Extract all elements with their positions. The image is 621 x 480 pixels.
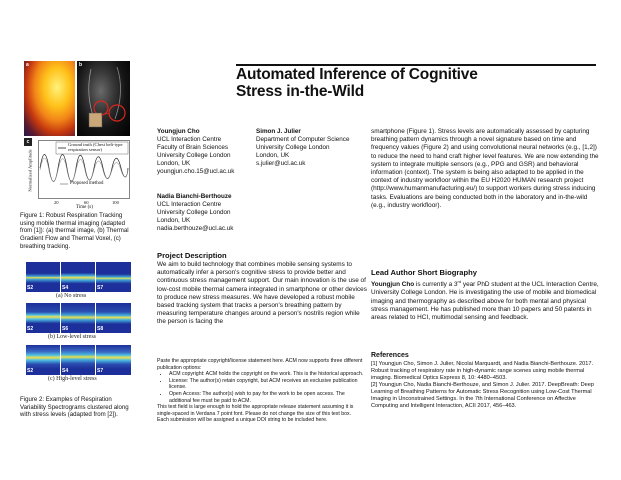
author-affiliation-line: Department of Computer Science [256, 136, 350, 144]
x-tick-100: 100 [112, 200, 119, 205]
panel-c-label: c [24, 138, 32, 146]
doi-note: Each submission will be assigned a unique DOI string to be included here. [157, 417, 328, 424]
copyright-option: • License: The author(s) retain copyright, but ACM receives an exclusive publication license. [169, 378, 367, 391]
copyright-options [157, 371, 367, 404]
reference-item: [1] Youngjun Cho, Simon J. Julier, Nicolai Marquardt, and Nadia Bianchi-Berthouze. 2017. Robust tracking of respiratory rate in high-dynamic range scenes using mobile thermal imaging. Biomedical Optics Express 8, 10: 4480–4503. [371, 361, 594, 381]
thermal-image [24, 61, 75, 136]
figure-1 [24, 61, 130, 211]
spectrogram-low-stress-2 [61, 303, 95, 333]
y-axis-label: Normalized Amplitude [27, 149, 33, 192]
author-email: nadia.berthouze@ucl.ac.uk [157, 225, 234, 233]
biography-name: Youngjun Cho [371, 281, 415, 289]
figure-1-caption: Figure 1: Robust Respiration Tracking using mobile thermal imaging (adapted from [1]): (a) thermal image, (b) Thermal Gradient Flow and Thermal Voxel, (c) breathing tracking. [20, 212, 129, 250]
spectrogram-label: S6 [62, 326, 69, 332]
copyright-option: • Open Access: The author(s) wish to pay for the work to be open access. The additional fee must be paid to ACM. [169, 391, 367, 404]
legend-ground-truth: Ground truth (Chest belt-type respiration sensor) [68, 142, 123, 153]
x-tick-60: 60 [84, 200, 89, 205]
project-description-heading: Project Description [157, 251, 227, 260]
references-heading: References [371, 352, 409, 359]
spectrogram-low-stress-1 [26, 303, 60, 333]
copyright-outro: This text field is large enough to hold the appropriate release statement assuming it is single-spaced in Verdana 7 point font. Please do not change the size of this text box. [157, 404, 354, 417]
author-affiliation-line: University College London [256, 144, 330, 152]
author-3 [157, 193, 257, 233]
proposed-method-line [40, 158, 128, 181]
biography-heading: Lead Author Short Biography [371, 268, 478, 277]
biography-text-start: is currently a 3 [414, 281, 458, 289]
spectrogram-label: S4 [62, 285, 69, 291]
panel-b-label: b [79, 62, 83, 68]
project-description-text: We aim to build technology that combines mobile sensing systems to automatically infer a person's cognitive stress to provide better and continuous stress management support. Our main innovation is the use of low-cost mobile thermal camera integrated in smartphone or other devices to produce new stress measures. We have developed a robust mobile based tracking system that tracks a person's breathing pattern by measuring temperature changes around a person's nostrils region while the person is facing the [157, 261, 367, 326]
copyright-intro: Paste the appropriate copyright/license statement here. ACM now supports three different publication options: [157, 358, 363, 371]
spectrogram-no-stress-3 [96, 262, 131, 292]
paper-title [236, 66, 596, 100]
row-a-caption: (a) No stress [56, 293, 87, 299]
author-email: youngjun.cho.15@ucl.ac.uk [157, 168, 235, 176]
author-name: Youngjun Cho [157, 128, 200, 135]
breathing-tracking-plot [24, 138, 130, 211]
author-1 [157, 128, 253, 177]
author-affiliation-line: UCL Interaction Centre [157, 201, 222, 209]
copyright-box [157, 358, 367, 424]
author-name: Nadia Bianchi-Berthouze [157, 193, 232, 200]
spectrogram-no-stress-2 [61, 262, 95, 292]
author-email: s.julier@ucl.ac.uk [256, 160, 306, 168]
x-tick-20: 20 [54, 200, 59, 205]
author-affiliation-line: London, UK [256, 152, 290, 160]
spectrogram-no-stress-1 [26, 262, 60, 292]
spectrogram-label: S2 [27, 285, 34, 291]
author-affiliation-line: UCL Interaction Centre [157, 136, 222, 144]
author-affiliation-line: London, UK [157, 160, 191, 168]
reference-item: [2] Youngjun Cho, Nadia Bianchi-Berthouze, and Simon J. Julier. 2017. DeepBreath: Deep Learning of Breathing Patterns for Automatic Stress Recognition using Low-Cost Thermal Imaging in Unconstrained Settings. In the 7th International Conference on Affective Computing and Intelligent Interaction, ACII 2017, 456–463. [371, 382, 594, 409]
biography-sup: rd [457, 279, 462, 284]
thermal-gradient-flow-image [77, 61, 130, 136]
author-name: Simon J. Julier [256, 128, 301, 135]
biography-text-rest: year PhD student at the UCL Interaction Centre, University College London. He is investigating the use of mobile and biomedical imaging and thermography as described above for both mental and physical stress management. He has published more than 10 papers and 50 patents in areas related to HCI, multimodal sensing and feedback. [371, 281, 599, 321]
x-axis-label: Time (s) [76, 205, 93, 210]
spectrogram-label: S8 [97, 326, 104, 332]
project-description-continued: smartphone (Figure 1). Stress levels are automatically assessed by capturing breathing pattern dynamics through a novel signature based on time and frequency values (Figure 2) and using convolutional neural networks (e.g., [1,2]) to reduce the need to hand craft higher level features. We are now extending the system to integrate multiple sensors (e.g., PPG and GSR) and behavioral information (context). The system is being also adapted to be applied in the context of industry workfloor within the EU H2020 HUMAN research project (http://www.humanmanufacturing.eu/) to support workers during stress inducing tasks. Evaluations are being conducted both in the laboratory and in-the-wild (e.g., industry workfloor). [371, 128, 599, 209]
author-affiliation-line: University College London [157, 209, 231, 217]
spectrogram-label: S4 [62, 368, 69, 374]
title-line-1: Automated Inference of Cognitive [236, 66, 478, 83]
spectrogram-label: S2 [27, 368, 34, 374]
copyright-option: • ACM copyright: ACM holds the copyright on the work. This is the historical approach. [169, 371, 367, 378]
spectrogram-label: S7 [97, 285, 104, 291]
biography-text [371, 278, 603, 322]
author-2 [256, 128, 368, 168]
spectrogram-low-stress-3 [96, 303, 131, 333]
title-line-2: Stress in-the-Wild [236, 83, 365, 100]
figure-2 [26, 262, 131, 390]
author-affiliation-line: University College London [157, 152, 231, 160]
panel-a-label: a [26, 62, 29, 68]
thermal-voxel-highlight [77, 61, 130, 136]
spectrogram-label: S2 [27, 326, 34, 332]
spectrogram-high-stress-2 [61, 345, 95, 375]
spectrogram-label: S7 [97, 368, 104, 374]
spectrogram-high-stress-1 [26, 345, 60, 375]
spectrogram-high-stress-3 [96, 345, 131, 375]
author-affiliation-line: Faculty of Brain Sciences [157, 144, 229, 152]
legend-proposed-method: Proposed method [70, 181, 104, 186]
figure-2-caption: Figure 2: Examples of Respiration Variability Spectrograms clustered along with stress levels (adapted from [2]). [20, 396, 129, 419]
row-b-caption: (b) Low-level stress [48, 334, 96, 340]
row-c-caption: (c) High-level stress [48, 376, 97, 382]
ground-truth-line [40, 155, 128, 182]
references-list [371, 361, 603, 410]
author-affiliation-line: London, UK [157, 217, 191, 225]
